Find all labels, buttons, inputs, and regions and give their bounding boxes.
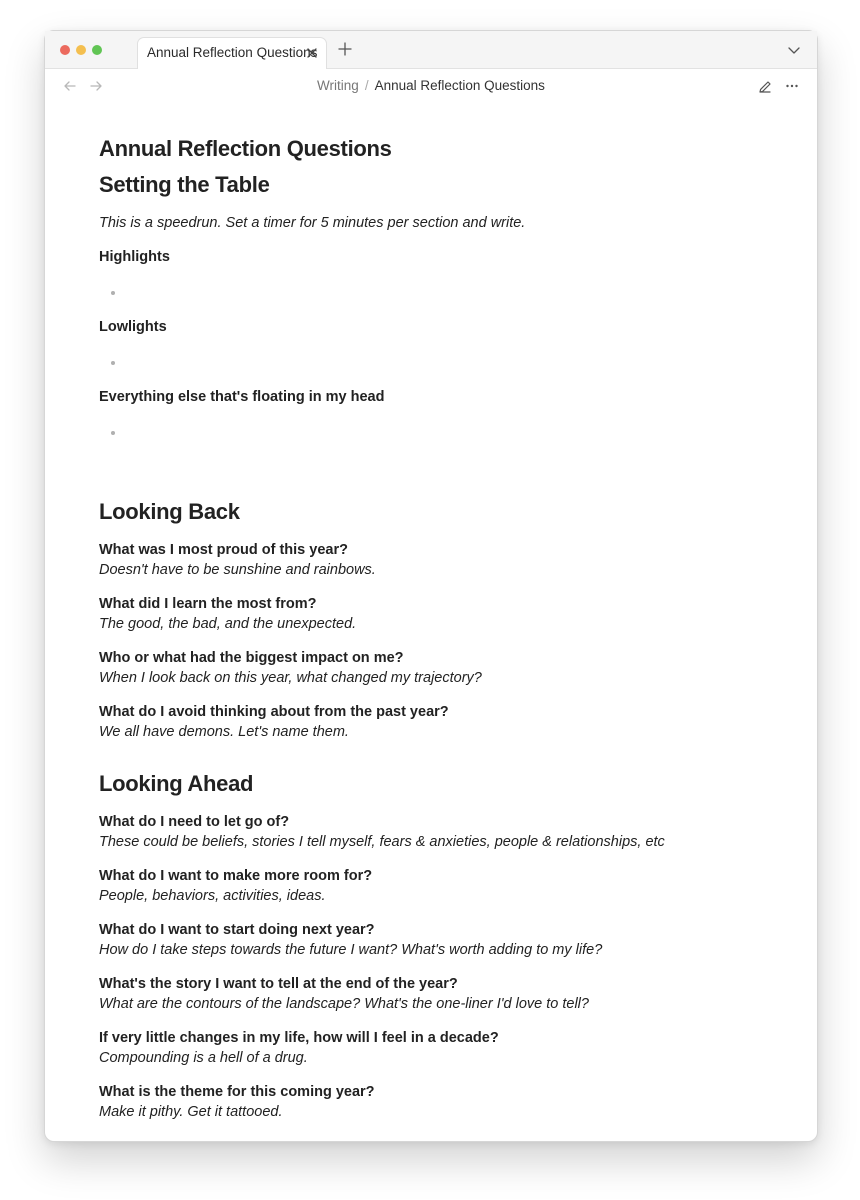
prompt: Compounding is a hell of a drug.: [99, 1050, 308, 1066]
prompt: The good, the bad, and the unexpected.: [99, 616, 357, 632]
breadcrumb: [45, 78, 817, 93]
list-heading: Highlights: [99, 249, 170, 265]
close-window-button[interactable]: [60, 45, 70, 55]
bullet-icon: [111, 291, 115, 295]
question-block: [99, 1082, 779, 1122]
question: What do I want to make more room for?: [99, 868, 373, 884]
list-heading: Lowlights: [99, 319, 167, 335]
breadcrumb-current[interactable]: Annual Reflection Questions: [374, 78, 545, 93]
question: What do I want to start doing next year?: [99, 922, 375, 938]
question-block: [99, 974, 779, 1014]
plus-icon[interactable]: [338, 42, 352, 56]
intro-text: This is a speedrun. Set a timer for 5 minutes per section and write.: [99, 215, 526, 231]
nav-bar: [45, 69, 817, 103]
list-item[interactable]: [99, 407, 779, 457]
question: What is the theme for this coming year?: [99, 1084, 375, 1100]
question: What was I most proud of this year?: [99, 542, 348, 558]
question-block: [99, 1028, 779, 1068]
prompt: We all have demons. Let's name them.: [99, 724, 349, 740]
prompt: How do I take steps towards the future I want? What's worth adding to my life?: [99, 942, 603, 958]
question: What do I need to let go of?: [99, 814, 290, 830]
question-block: [99, 812, 779, 852]
bullet-icon: [111, 361, 115, 365]
section-heading: Setting the Table: [99, 172, 270, 197]
tab-active[interactable]: [137, 37, 327, 69]
more-icon[interactable]: [785, 79, 799, 93]
question-block: [99, 648, 779, 688]
list-item[interactable]: [99, 267, 779, 317]
breadcrumb-parent[interactable]: Writing: [317, 78, 359, 93]
tab-title: Annual Reflection Questions: [147, 45, 318, 60]
close-icon[interactable]: [306, 47, 318, 59]
app-window: [44, 30, 818, 1142]
breadcrumb-separator: /: [364, 78, 369, 93]
question-block: [99, 920, 779, 960]
page-title: Annual Reflection Questions: [99, 136, 392, 161]
chevron-down-icon[interactable]: [788, 45, 800, 55]
pencil-icon[interactable]: [757, 79, 773, 95]
question-block: [99, 594, 779, 634]
list-heading: Everything else that's floating in my head: [99, 389, 385, 405]
tab-bar: [45, 31, 817, 69]
prompt: Make it pithy. Get it tattooed.: [99, 1104, 283, 1120]
prompt: What are the contours of the landscape? What's the one-liner I'd love to tell?: [99, 996, 589, 1012]
prompt: These could be beliefs, stories I tell myself, fears & anxieties, people & relationships, etc: [99, 834, 665, 850]
question: If very little changes in my life, how will I feel in a decade?: [99, 1030, 499, 1046]
section-heading: Looking Ahead: [99, 771, 254, 796]
question-block: [99, 702, 779, 742]
question: What's the story I want to tell at the end of the year?: [99, 976, 458, 992]
prompt: Doesn't have to be sunshine and rainbows.: [99, 562, 376, 578]
bullet-icon: [111, 431, 115, 435]
question-block: [99, 866, 779, 906]
question: What did I learn the most from?: [99, 596, 317, 612]
section-heading: Looking Back: [99, 499, 240, 524]
question: What do I avoid thinking about from the past year?: [99, 704, 449, 720]
question: Who or what had the biggest impact on me?: [99, 650, 404, 666]
list-item[interactable]: [99, 337, 779, 387]
prompt: When I look back on this year, what changed my trajectory?: [99, 670, 482, 686]
note-content[interactable]: [99, 131, 779, 1136]
question-block: [99, 540, 779, 580]
minimize-window-button[interactable]: [76, 45, 86, 55]
prompt: People, behaviors, activities, ideas.: [99, 888, 326, 904]
zoom-window-button[interactable]: [92, 45, 102, 55]
